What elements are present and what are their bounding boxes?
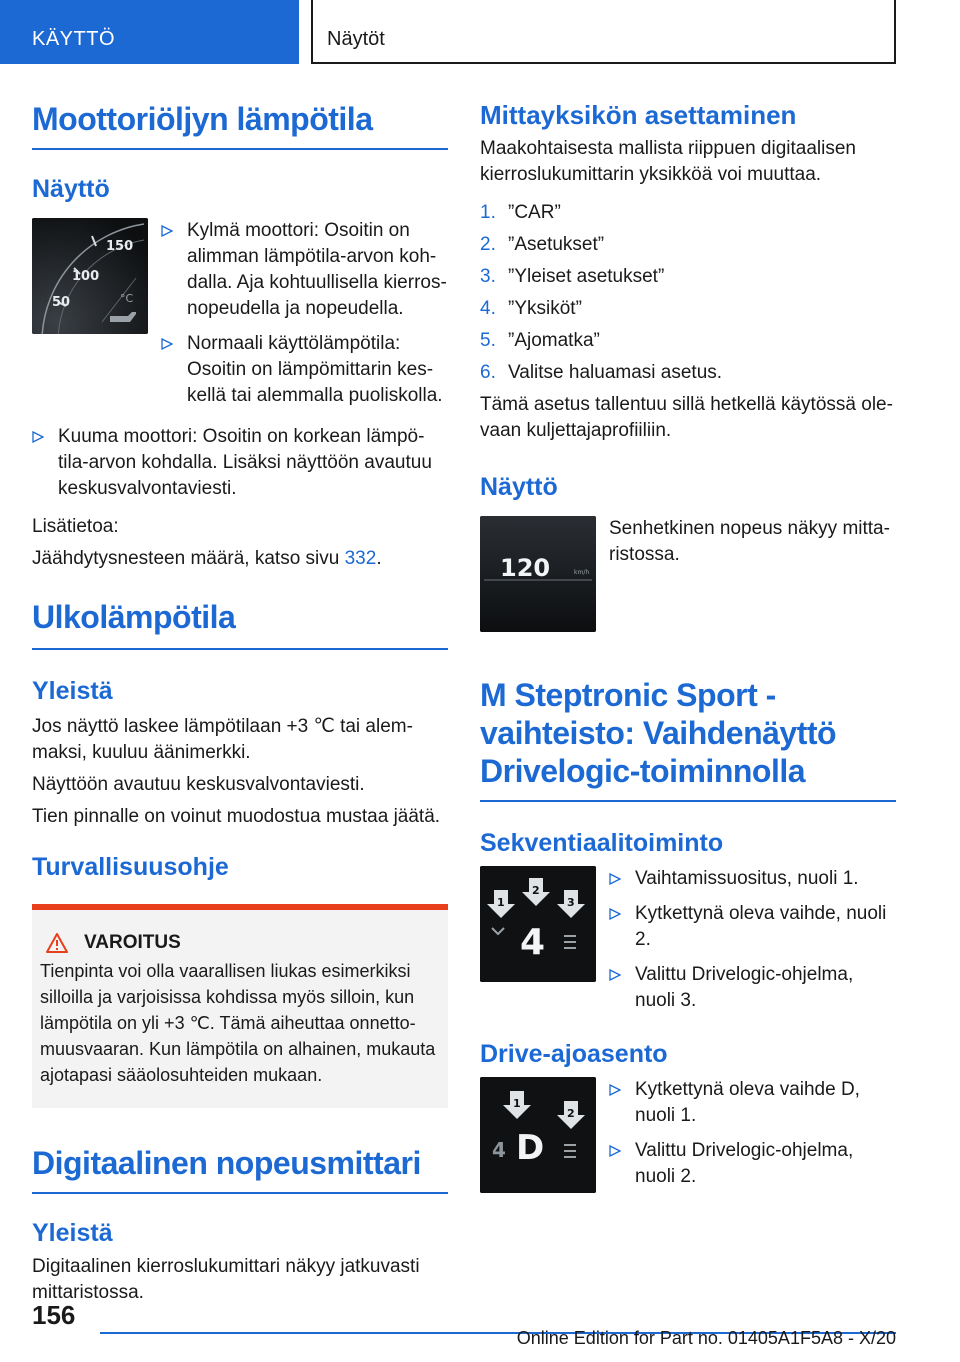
arrow-2-label: 2 — [532, 884, 540, 897]
edition-text: Online Edition for Part no. 01405A1F5A8 - X/20 — [516, 1328, 896, 1348]
safety-heading: Turvallisuusohje — [32, 853, 229, 881]
seq-bullet: Valittu Drivelogic-ohjelma, nuoli 3. — [609, 962, 896, 1014]
drive-bullet: Kytkettynä oleva vaihde D, nuoli 1. — [609, 1077, 896, 1129]
oil-bullet-hot: Kuuma moottori: Osoitin on korkean lämpötila-arvon kohdalla. Lisäksi näyttöön avautuu keskusvalvontaviesti. — [32, 424, 448, 502]
unit-title: Mittayksikön asettaminen — [480, 100, 797, 130]
unit-note: Tämä asetus tallentuu sillä hetkellä käytössä olevaan kuljettajaprofiiliin. — [480, 394, 893, 441]
chapter-label: Näytöt — [327, 28, 385, 50]
section-label: KÄYTTÖ — [32, 28, 116, 50]
more-info-line: Jäähdytysnesteen määrä, katso sivu 332. — [32, 548, 382, 569]
page-number: 156 — [32, 1300, 76, 1330]
speed-value: 120 — [500, 554, 551, 582]
digital-text: Digitaalinen kierroslukumittari näkyy jatkuvasti mittaristossa. — [32, 1256, 420, 1303]
step-item: 5. ”Ajomatka” — [480, 330, 600, 351]
oil-gauge-image — [32, 218, 148, 334]
oil-display-heading: Näyttö — [32, 175, 110, 203]
drive-gear-image — [480, 1077, 596, 1193]
speed-display-heading: Näyttö — [480, 473, 558, 501]
left-column — [32, 100, 448, 1306]
warning-title: VAROITUS — [84, 932, 181, 953]
oil-bullet-cold: Kylmä moottori: Osoitin on alimman lämpötila-arvon kohdalla. Aja kohtuullisella kierrosnopeudella ja nopeudella. — [161, 218, 448, 322]
triangle-bullet-icon — [32, 431, 44, 443]
triangle-bullet-icon — [161, 225, 173, 237]
digital-general-heading: Yleistä — [32, 1219, 113, 1247]
sequential-gear-image — [480, 866, 596, 982]
arrow-1-label: 1 — [497, 896, 505, 909]
drive-small-gear: 4 — [492, 1138, 506, 1162]
step-item: 4. ”Yksiköt” — [480, 298, 582, 319]
outside-para-2: Näyttöön avautuu keskusvalvontaviesti. — [32, 774, 365, 795]
oil-bullet-normal: Normaali käyttölämpötila: Osoitin on lämpömittarin keskellä tai alemmalla puoliskolla. — [161, 331, 448, 409]
right-column — [480, 100, 896, 1199]
triangle-bullet-icon — [609, 908, 621, 920]
sequential-heading: Sekventiaalitoiminto — [480, 829, 724, 857]
step-item: 1. ”CAR” — [480, 202, 561, 223]
oil-temp-title: Moottoriöljyn lämpötila — [32, 100, 448, 150]
outside-para-3: Tien pinnalle on voinut muodostua mustaa jäätä. — [32, 806, 441, 827]
drive-arrow-2-label: 2 — [567, 1107, 575, 1120]
gauge-label-50: 50 — [52, 295, 71, 310]
section-tab[interactable] — [0, 0, 299, 64]
unit-intro: Maakohtaisesta mallista riippuen digitaalisen kierroslukumittarin yksikköä voi muuttaa. — [480, 138, 856, 185]
step-item: 6. Valitse haluamasi asetus. — [480, 362, 723, 383]
triangle-bullet-icon — [609, 1145, 621, 1157]
drive-bullet: Valittu Drivelogic-ohjelma, nuoli 2. — [609, 1138, 896, 1190]
drive-heading: Drive-ajoasento — [480, 1040, 668, 1068]
seq-bullet: Kytkettynä oleva vaihde, nuoli 2. — [609, 901, 896, 953]
outside-general-heading: Yleistä — [32, 677, 113, 705]
speed-display-image — [480, 516, 596, 632]
steptronic-title: M Steptronic Sport -vaihteisto: Vaihdenäyttö Drivelogic-toiminnolla — [480, 676, 896, 802]
seq-bullet: Vaihtamissuositus, nuoli 1. — [609, 866, 896, 892]
step-item: 2. ”Asetukset” — [480, 234, 605, 255]
triangle-bullet-icon — [609, 969, 621, 981]
gauge-label-150: 150 — [106, 239, 134, 254]
more-info-label: Lisätietoa: — [32, 516, 119, 537]
chapter-tab — [311, 0, 896, 64]
drive-gear-letter: D — [516, 1128, 545, 1168]
gauge-unit: °C — [120, 292, 134, 305]
warning-text: Tienpinta voi olla vaarallisen liukas esimerkiksi silloilla ja varjoisissa kohdissa myös silloin, kun lämpötila on yli +3 ℃. Tämä aiheuttaa onnettomuusvaaran. Kun lämpötila on alhainen, mukauta ajotapasi sääolosuhteiden mukaan. — [40, 961, 436, 1085]
gear-number: 4 — [520, 922, 546, 963]
arrow-3-label: 3 — [567, 896, 575, 909]
outside-temp-title: Ulkolämpötila — [32, 598, 448, 650]
warning-triangle-icon — [46, 933, 68, 953]
triangle-bullet-icon — [609, 873, 621, 885]
gauge-label-100: 100 — [72, 269, 100, 284]
triangle-bullet-icon — [609, 1084, 621, 1096]
triangle-bullet-icon — [161, 338, 173, 350]
unit-steps — [480, 200, 896, 386]
drive-arrow-1-label: 1 — [513, 1097, 521, 1110]
speed-display-text: Senhetkinen nopeus näkyy mittaristossa. — [609, 518, 890, 565]
page-link[interactable]: 332 — [344, 548, 377, 569]
speed-unit: km/h — [574, 569, 590, 576]
step-item: 3. ”Yleiset asetukset” — [480, 266, 665, 287]
outside-para-1: Jos näyttö laskee lämpötilaan +3 ℃ tai alemmaksi, kuuluu äänimerkki. — [32, 716, 413, 763]
warning-box — [32, 904, 448, 1108]
digital-speedo-title: Digitaalinen nopeusmittari — [32, 1144, 448, 1194]
